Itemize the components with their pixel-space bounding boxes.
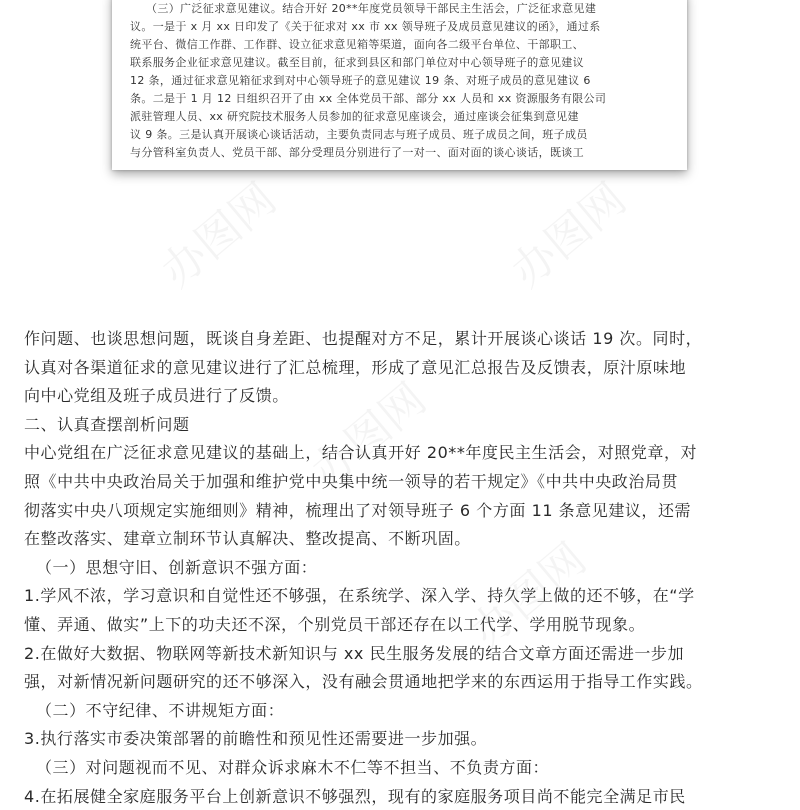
paragraph-line: 照《中共中央政治局关于加强和维护党中央集中统一领导的若干规定》《中共中央政治局贯 — [24, 472, 679, 491]
watermark — [495, 165, 637, 299]
paragraph-line: 4.在拓展健全家庭服务平台上创新意识不够强烈，现有的家庭服务项目尚不能完全满足市民 — [24, 786, 686, 806]
excerpt-card — [112, 0, 687, 170]
subsection-heading: （三）对问题视而不见、对群众诉求麻木不仁等不担当、不负责方面： — [36, 758, 550, 777]
excerpt-line: 条。二是于 1 月 12 日组织召开了由 xx 全体党员干部、部分 xx 人员和 xx 资源服务有限公司 — [130, 92, 607, 105]
paragraph-line: 3.执行落实市委决策部署的前瞻性和预见性还需要进一步加强。 — [24, 729, 488, 749]
paragraph-line: 中心党组在广泛征求意见建议的基础上，结合认真开好 20**年度民主生活会，对照党章，对 — [24, 443, 698, 463]
paragraph-line: 强，对新情况新问题研究的还不够深入，没有融会贯通地把学来的东西运用于指导工作实践。 — [24, 672, 703, 692]
paragraph-line: 在整改落实、建章立制环节认真解决、整改提高、不断巩固。 — [24, 529, 471, 549]
section-heading: 二、认真查摆剖析问题 — [24, 414, 190, 434]
watermark — [145, 165, 287, 299]
excerpt-line: 议。一是于 x 月 xx 日印发了《关于征求对 xx 市 xx 领导班子及成员意见建议的函》，通过系 — [130, 20, 601, 33]
paragraph-line: 向中心党组及班子成员进行了反馈。 — [24, 386, 289, 406]
paragraph-line: 1.学风不浓，学习意识和自觉性还不够强，在系统学、深入学、持久学上做的还不够，在“学 — [24, 586, 695, 606]
subsection-heading: （二）不守纪律、不讲规矩方面： — [36, 700, 285, 720]
subsection-heading: （一）思想守旧、创新意识不强方面： — [36, 557, 318, 577]
excerpt-line: 派驻管理人员、xx 研究院技术服务人员参加的征求意见座谈会，通过座谈会征集到意见建 — [130, 110, 579, 123]
paragraph-line: 作问题、也谈思想问题，既谈自身差距、也提醒对方不足，累计开展谈心谈话 19 次。同时， — [24, 329, 703, 348]
excerpt-line: 联系服务企业征求意见建议。截至目前，征求到县区和部门单位对中心领导班子的意见建议 — [130, 56, 584, 69]
excerpt-line: 12 条，通过征求意见箱征求到对中心领导班子的意见建议 19 条、对班子成员的意见建议 6 — [130, 74, 591, 87]
paragraph-line: 认真对各渠道征求的意见建议进行了汇总梳理，形成了意见汇总报告及反馈表，原汁原味地 — [24, 357, 687, 377]
excerpt-line: 与分管科室负责人、党员干部、部分受理员分别进行了一对一、面对面的谈心谈话，既谈工 — [130, 146, 584, 159]
paragraph-line: 彻落实中央八项规定实施细则》精神，梳理出了对领导班子 6 个方面 11 条意见建议，还需 — [24, 500, 692, 520]
paragraph-line: 2.在做好大数据、物联网等新技术新知识与 xx 民生服务发展的结合文章方面还需进一步加 — [24, 643, 685, 663]
excerpt-line: 议 9 条。三是认真开展谈心谈话活动，主要负责同志与班子成员、班子成员之间，班子成员 — [130, 128, 588, 141]
paragraph-line: 懂、弄通、做实”上下的功夫还不深，个别党员干部还存在以工代学、学用脱节现象。 — [24, 615, 646, 634]
excerpt-line: 统平台、微信工作群、工作群、设立征求意见箱等渠道，面向各二级平台单位、干部职工、 — [130, 38, 584, 51]
excerpt-line: （三）广泛征求意见建议。结合开好 20**年度党员领导干部民主生活会，广泛征求意见建 — [146, 2, 597, 15]
